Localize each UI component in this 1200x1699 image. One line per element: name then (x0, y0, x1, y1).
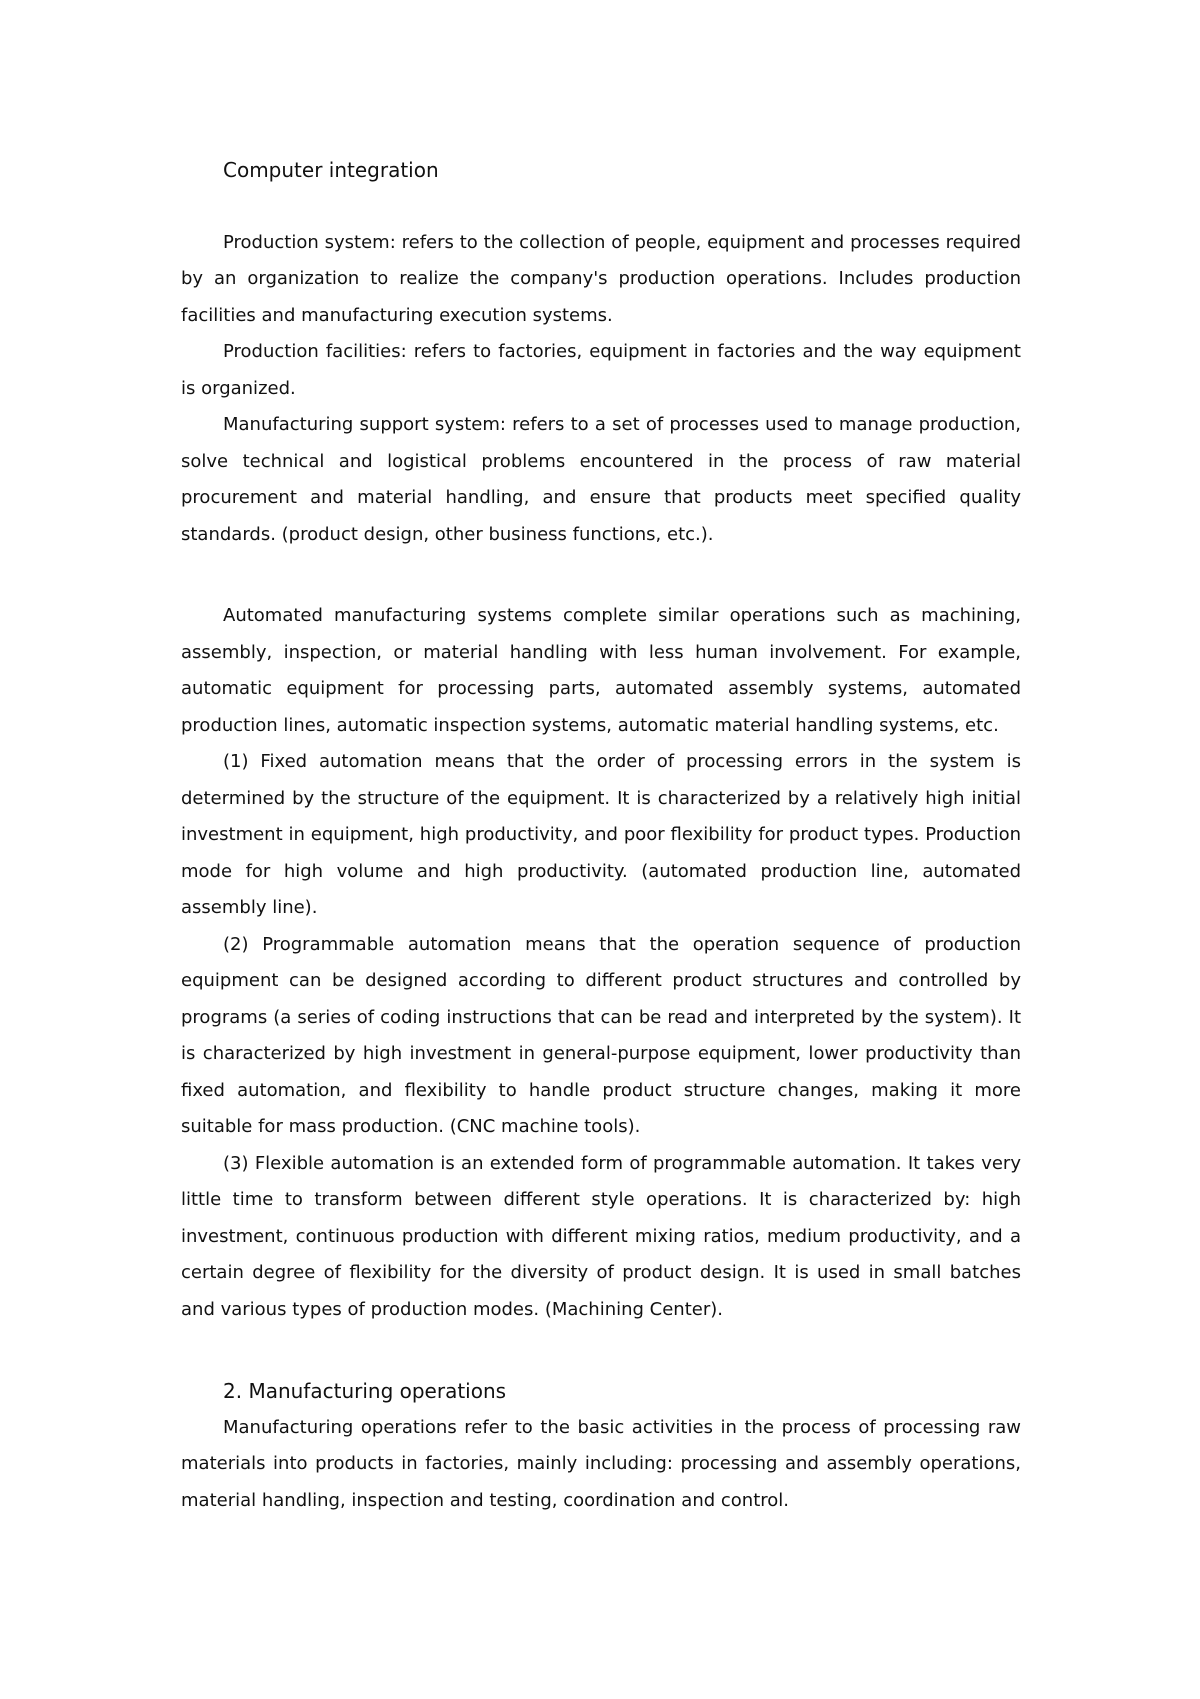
paragraph-automated-manufacturing: Automated manufacturing systems complete similar operations such as machining, assembly, inspection, or material handling with less human involvement. For example, automatic equipment for processing parts, automated assembly systems, automated production lines, automatic inspection systems, automatic material handling systems, etc. (181, 605, 1021, 736)
paragraph-fixed-automation: (1) Fixed automation means that the order of processing errors in the system is determined by the structure of the equipment. It is characterized by a relatively high initial investment in equipment, high productivity, and poor flexibility for product types. Production mode for high volume and high productivity. (automated production line, automated assembly line). (181, 751, 1021, 918)
spacer (181, 553, 1021, 598)
paragraph-manufacturing-operations: Manufacturing operations refer to the basic activities in the process of processing raw materials into products in factories, mainly including: processing and assembly operations, material handling, inspection and testing, coordination and control. (181, 1416, 1021, 1511)
document-content (181, 152, 1021, 1519)
spacer (181, 189, 1021, 225)
paragraph-production-system: Production system: refers to the collection of people, equipment and processes required by an organization to realize the company's production operations. Includes production facilities and manufacturing execution systems. (181, 231, 1021, 326)
section-title-manufacturing-operations: 2. Manufacturing operations (223, 1379, 507, 1403)
spacer (181, 1328, 1021, 1373)
paragraph-programmable-automation: (2) Programmable automation means that the operation sequence of production equipment can be designed according to different product structures and controlled by programs (a series of coding instructions that can be read and interpreted by the system). It is characterized by high investment in general-purpose equipment, lower productivity than fixed automation, and flexibility to handle product structure changes, making it more suitable for mass production. (CNC machine tools). (181, 933, 1021, 1137)
paragraph-production-facilities: Production facilities: refers to factories, equipment in factories and the way equipment is organized. (181, 341, 1021, 399)
paragraph-manufacturing-support-system: Manufacturing support system: refers to a set of processes used to manage production, solve technical and logistical problems encountered in the process of raw material procurement and material handling, and ensure that products meet specified quality standards. (product design, other business functions, etc.). (181, 414, 1021, 545)
paragraph-flexible-automation: (3) Flexible automation is an extended form of programmable automation. It takes very little time to transform between different style operations. It is characterized by: high investment, continuous production with different mixing ratios, medium productivity, and a certain degree of flexibility for the diversity of product design. It is used in small batches and various types of production modes. (Machining Center). (181, 1152, 1021, 1320)
section-title-computer-integration: Computer integration (223, 158, 439, 182)
